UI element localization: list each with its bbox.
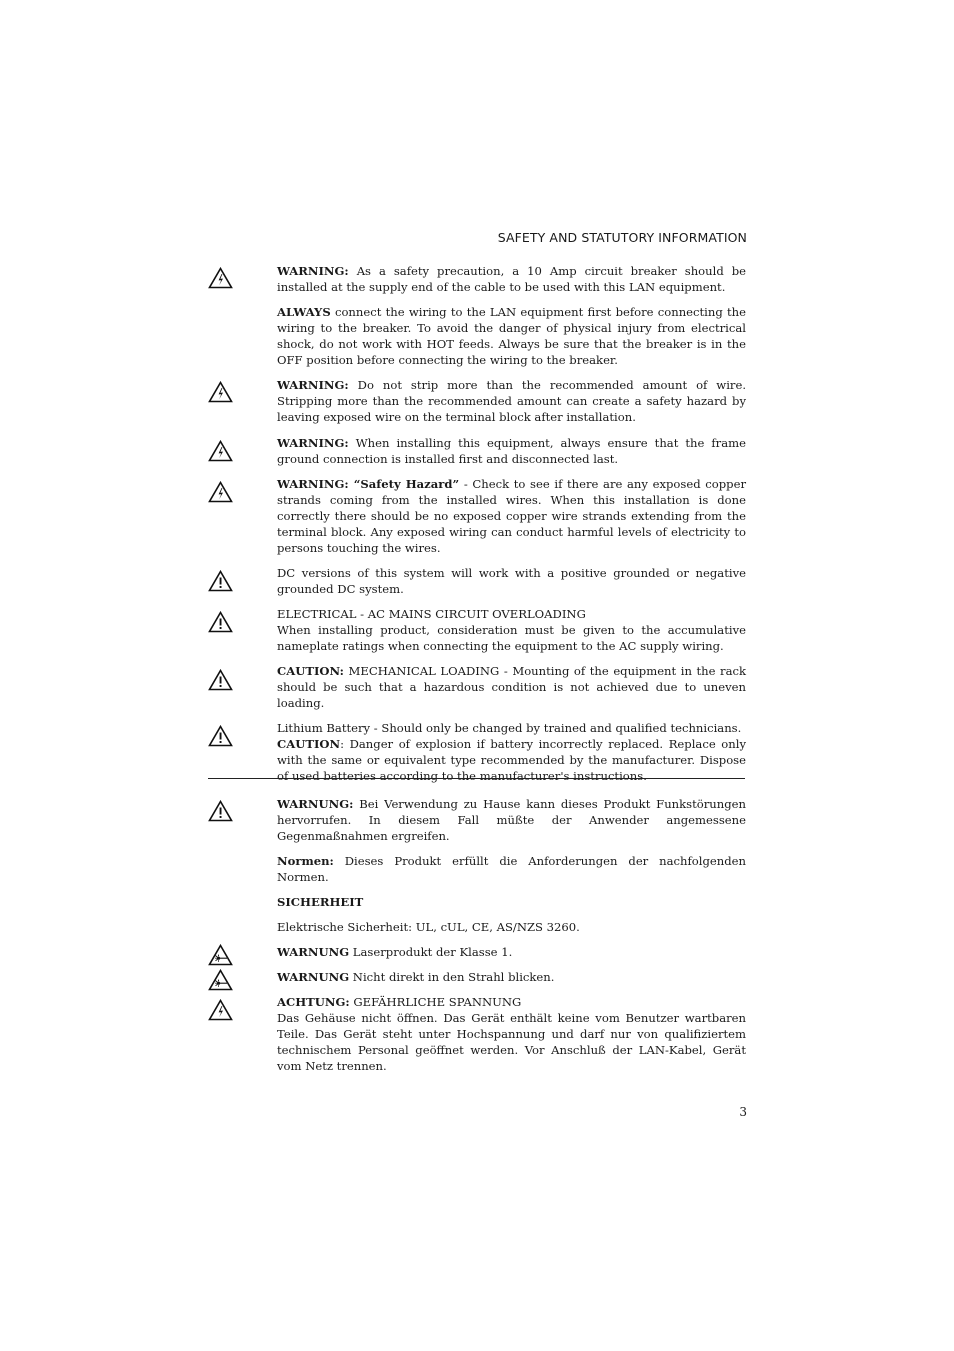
notice-label: Normen: bbox=[277, 854, 334, 868]
notice-body: Elektrische Sicherheit: UL, cUL, CE, AS/NZS 3260. bbox=[277, 920, 580, 934]
notice-body: Bei Verwendung zu Hause kann dieses Produkt Funkstörungen hervorrufen. In diesem Fall müßte der Anwender angemessene Gegenmaßnahmen ergreifen. bbox=[277, 797, 746, 843]
notice-text bbox=[277, 304, 746, 368]
notice-text bbox=[277, 720, 746, 784]
notice-body: When installing product, consideration must be given to the accumulative nameplate ratings when connecting the equipment to the AC supply wiring. bbox=[277, 623, 746, 653]
caution-exclamation-icon bbox=[208, 570, 233, 592]
notice-body: : Danger of explosion if battery incorrectly replaced. Replace only with the same or equivalent type recommended by the manufacturer. Dispose of used batteries according to the manufacturer's instructions. bbox=[277, 737, 746, 783]
notice-text bbox=[277, 565, 746, 597]
notice-body: MECHANICAL LOADING - Mounting of the equipment in the rack should be such that a hazardous condition is not achieved due to uneven loading. bbox=[277, 664, 746, 710]
notice-label: CAUTION bbox=[277, 737, 341, 751]
notice-text bbox=[277, 606, 746, 654]
safety-notice bbox=[208, 606, 746, 654]
notice-text bbox=[277, 476, 746, 556]
caution-exclamation-icon bbox=[208, 611, 233, 633]
notice-body: ELECTRICAL - AC MAINS CIRCUIT OVERLOADING bbox=[277, 607, 586, 621]
notice-body: Laserprodukt der Klasse 1. bbox=[349, 945, 513, 959]
notice-body: When installing this equipment, always ensure that the frame ground connection is installed first and disconnected last. bbox=[277, 436, 746, 466]
caution-exclamation-icon bbox=[208, 800, 233, 822]
caution-exclamation-icon bbox=[208, 669, 233, 691]
notice-text bbox=[277, 944, 746, 960]
notice-label: WARNUNG bbox=[277, 945, 350, 959]
notice-body: Do not strip more than the recommended amount of wire. Stripping more than the recommended amount can create a safety hazard by leaving exposed wire on the terminal block after installation. bbox=[277, 378, 746, 424]
notice-text bbox=[277, 969, 746, 985]
safety-notice bbox=[208, 944, 746, 960]
notice-text bbox=[277, 919, 746, 935]
notice-body: DC versions of this system will work with a positive grounded or negative grounded DC system. bbox=[277, 566, 746, 596]
safety-notice bbox=[208, 476, 746, 556]
high-voltage-warning-icon bbox=[208, 999, 233, 1021]
notice-text bbox=[277, 663, 746, 711]
notice-body: Dieses Produkt erfüllt die Anforderungen der nachfolgenden Normen. bbox=[277, 854, 746, 884]
caution-exclamation-icon bbox=[208, 725, 233, 747]
safety-notice bbox=[208, 994, 746, 1074]
safety-notice bbox=[208, 304, 746, 368]
notice-body: Nicht direkt in den Strahl blicken. bbox=[349, 970, 555, 984]
notice-label: ALWAYS bbox=[277, 305, 331, 319]
notice-label: WARNING: bbox=[277, 436, 349, 450]
safety-notice bbox=[208, 720, 746, 784]
safety-notice bbox=[208, 969, 746, 985]
notice-label: ACHTUNG: bbox=[277, 995, 350, 1009]
page-header: SAFETY AND STATUTORY INFORMATION bbox=[497, 230, 747, 245]
notice-text bbox=[277, 377, 746, 425]
safety-notice bbox=[208, 663, 746, 711]
notice-label: WARNING: bbox=[277, 264, 349, 278]
notice-label: WARNUNG bbox=[277, 970, 350, 984]
notice-label: CAUTION: bbox=[277, 664, 344, 678]
laser-warning-icon bbox=[208, 969, 233, 991]
safety-notice bbox=[208, 435, 746, 467]
notice-label: WARNUNG: bbox=[277, 797, 354, 811]
notice-text bbox=[277, 435, 746, 467]
notice-label: WARNING: “Safety Hazard” bbox=[277, 477, 460, 491]
english-safety-section bbox=[208, 263, 746, 784]
notice-text bbox=[277, 796, 746, 844]
page-number: 3 bbox=[739, 1105, 747, 1119]
notice-body: Lithium Battery - Should only be changed by trained and qualified technicians. bbox=[277, 721, 742, 735]
high-voltage-warning-icon bbox=[208, 381, 233, 403]
safety-notice bbox=[208, 796, 746, 844]
safety-notice bbox=[208, 263, 746, 295]
notice-text bbox=[277, 853, 746, 885]
notice-body: GEFÄHRLICHE SPANNUNG bbox=[349, 995, 522, 1009]
notice-label: SICHERHEIT bbox=[277, 895, 364, 909]
high-voltage-warning-icon bbox=[208, 481, 233, 503]
notice-body: - Check to see if there are any exposed copper strands coming from the installed wires. When this installation is done correctly there should be no exposed copper wire strands extending from the terminal block. Any exposed wiring can conduct harmful levels of electricity to persons touching the wires. bbox=[277, 477, 746, 555]
notice-body: Das Gehäuse nicht öffnen. Das Gerät enthält keine vom Benutzer wartbaren Teile. Das Gerät steht unter Hochspannung und darf nur von qualifiziertem technischem Personal geöffnet werden. Vor Anschluß der LAN-Kabel, Gerät vom Netz trennen. bbox=[277, 1011, 746, 1073]
laser-warning-icon bbox=[208, 944, 233, 966]
german-safety-section bbox=[208, 796, 746, 1074]
high-voltage-warning-icon bbox=[208, 267, 233, 289]
high-voltage-warning-icon bbox=[208, 440, 233, 462]
safety-notice bbox=[208, 565, 746, 597]
safety-notice bbox=[208, 853, 746, 885]
section-divider bbox=[208, 778, 745, 779]
notice-text bbox=[277, 263, 746, 295]
notice-label: WARNING: bbox=[277, 378, 349, 392]
notice-text bbox=[277, 894, 746, 910]
safety-notice bbox=[208, 919, 746, 935]
safety-notice bbox=[208, 377, 746, 425]
notice-body: connect the wiring to the LAN equipment first before connecting the wiring to the breaker. To avoid the danger of physical injury from electrical shock, do not work with HOT feeds. Always be sure that the breaker is in the OFF position before connecting the wiring to the breaker. bbox=[277, 305, 746, 367]
notice-body: As a safety precaution, a 10 Amp circuit breaker should be installed at the supply end of the cable to be used with this LAN equipment. bbox=[277, 264, 746, 294]
safety-notice bbox=[208, 894, 746, 910]
notice-text bbox=[277, 994, 746, 1074]
